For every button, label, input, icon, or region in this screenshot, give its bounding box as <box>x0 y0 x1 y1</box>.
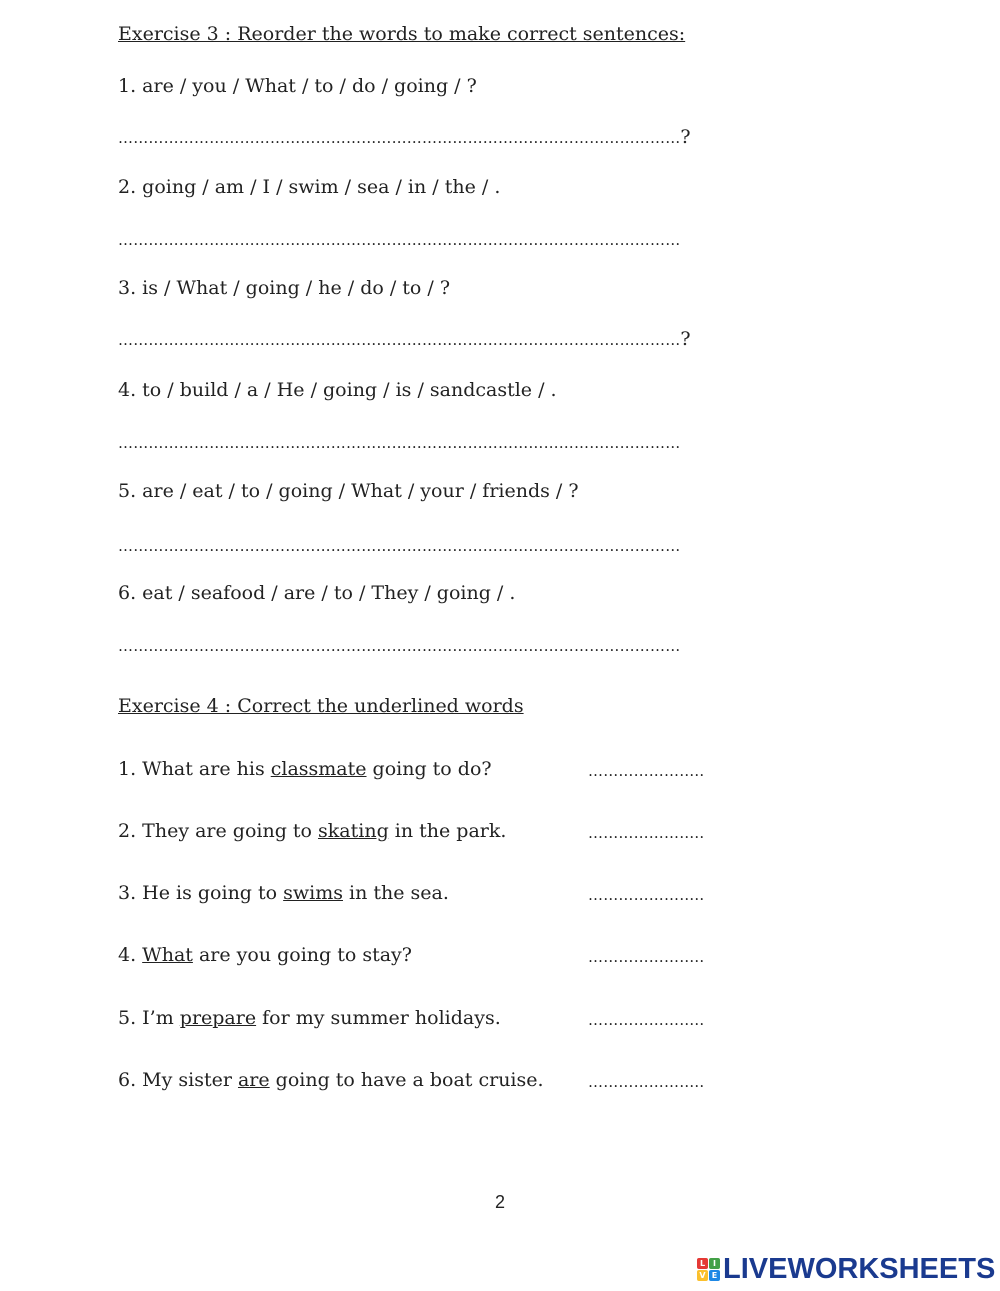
underlined-word: prepare <box>179 1007 257 1029</box>
answer-dots: ………………………………………………………………………………………………… <box>118 129 681 147</box>
sentence-text: going to have a boat cruise. <box>269 1069 544 1091</box>
ex3-prompt-4: 4. to / build / a / He / going / is / sandcastle / . <box>118 379 557 401</box>
logo-block: E <box>709 1270 720 1281</box>
ex4-sentence-5 <box>118 1005 501 1031</box>
logo-text: LIVEWORKSHEETS <box>723 1253 996 1285</box>
ex3-prompt-2: 2. going / am / I / swim / sea / in / the / . <box>118 176 501 198</box>
ex3-prompt-6: 6. eat / seafood / are / to / They / going / . <box>118 582 516 604</box>
logo-block: V <box>697 1270 708 1281</box>
ex3-answer-line-2[interactable] <box>118 229 680 250</box>
ex3-prompt-3: 3. is / What / going / he / do / to / ? <box>118 277 451 299</box>
liveworksheets-logo <box>697 1254 995 1284</box>
ex4-sentence-6 <box>118 1067 544 1093</box>
ex4-sentence-4 <box>118 942 412 968</box>
sentence-text: 2. They are going to <box>118 820 319 842</box>
sentence-text: 5. I’m <box>118 1007 180 1029</box>
ex4-answer-blank-4[interactable]: ………………….. <box>588 948 705 966</box>
exercise4-heading: Exercise 4 : Correct the underlined words <box>118 695 524 717</box>
ex3-answer-line-6[interactable] <box>118 635 680 656</box>
page-number: 2 <box>494 1192 505 1212</box>
underlined-word: are <box>237 1069 270 1091</box>
ex4-sentence-2 <box>118 818 506 844</box>
ex3-answer-line-1[interactable] <box>118 127 691 148</box>
logo-blocks-icon <box>697 1258 720 1281</box>
answer-end-mark: ? <box>680 126 691 148</box>
answer-end-mark: ? <box>680 328 691 350</box>
exercise3-heading: Exercise 3 : Reorder the words to make correct sentences: <box>118 23 686 45</box>
answer-dots: ………………………………………………………………………………………………… <box>118 637 681 655</box>
answer-dots: ………………………………………………………………………………………………… <box>118 434 681 452</box>
ex4-sentence-3 <box>118 880 449 906</box>
underlined-word: What <box>142 944 193 966</box>
underlined-word: skating <box>318 820 389 842</box>
sentence-text: 6. My sister <box>118 1069 238 1091</box>
ex4-answer-blank-5[interactable]: ………………….. <box>588 1011 705 1029</box>
ex4-answer-blank-3[interactable]: ………………….. <box>588 886 705 904</box>
ex4-sentence-1 <box>118 756 492 782</box>
ex3-answer-line-3[interactable] <box>118 329 691 350</box>
ex3-prompt-5: 5. are / eat / to / going / What / your / friends / ? <box>118 480 579 502</box>
sentence-text: 1. What are his <box>118 758 271 780</box>
ex4-answer-blank-2[interactable]: ………………….. <box>588 824 705 842</box>
logo-block: L <box>697 1258 708 1269</box>
answer-dots: ………………………………………………………………………………………………… <box>118 231 681 249</box>
underlined-word: swims <box>283 882 343 904</box>
sentence-text: 4. <box>118 944 143 966</box>
answer-dots: ………………………………………………………………………………………………… <box>118 331 681 349</box>
underlined-word: classmate <box>270 758 367 780</box>
ex3-answer-line-4[interactable] <box>118 432 680 453</box>
sentence-text: in the park. <box>388 820 507 842</box>
sentence-text: 3. He is going to <box>118 882 284 904</box>
answer-dots: ………………………………………………………………………………………………… <box>118 537 681 555</box>
ex3-answer-line-5[interactable] <box>118 535 680 556</box>
ex4-answer-blank-6[interactable]: ………………….. <box>588 1073 705 1091</box>
logo-block: I <box>709 1258 720 1269</box>
sentence-text: in the sea. <box>342 882 449 904</box>
sentence-text: for my summer holidays. <box>256 1007 501 1029</box>
ex3-prompt-1: 1. are / you / What / to / do / going / ? <box>118 75 477 97</box>
sentence-text: are you going to stay? <box>192 944 412 966</box>
sentence-text: going to do? <box>366 758 492 780</box>
ex4-answer-blank-1[interactable]: ………………….. <box>588 762 705 780</box>
